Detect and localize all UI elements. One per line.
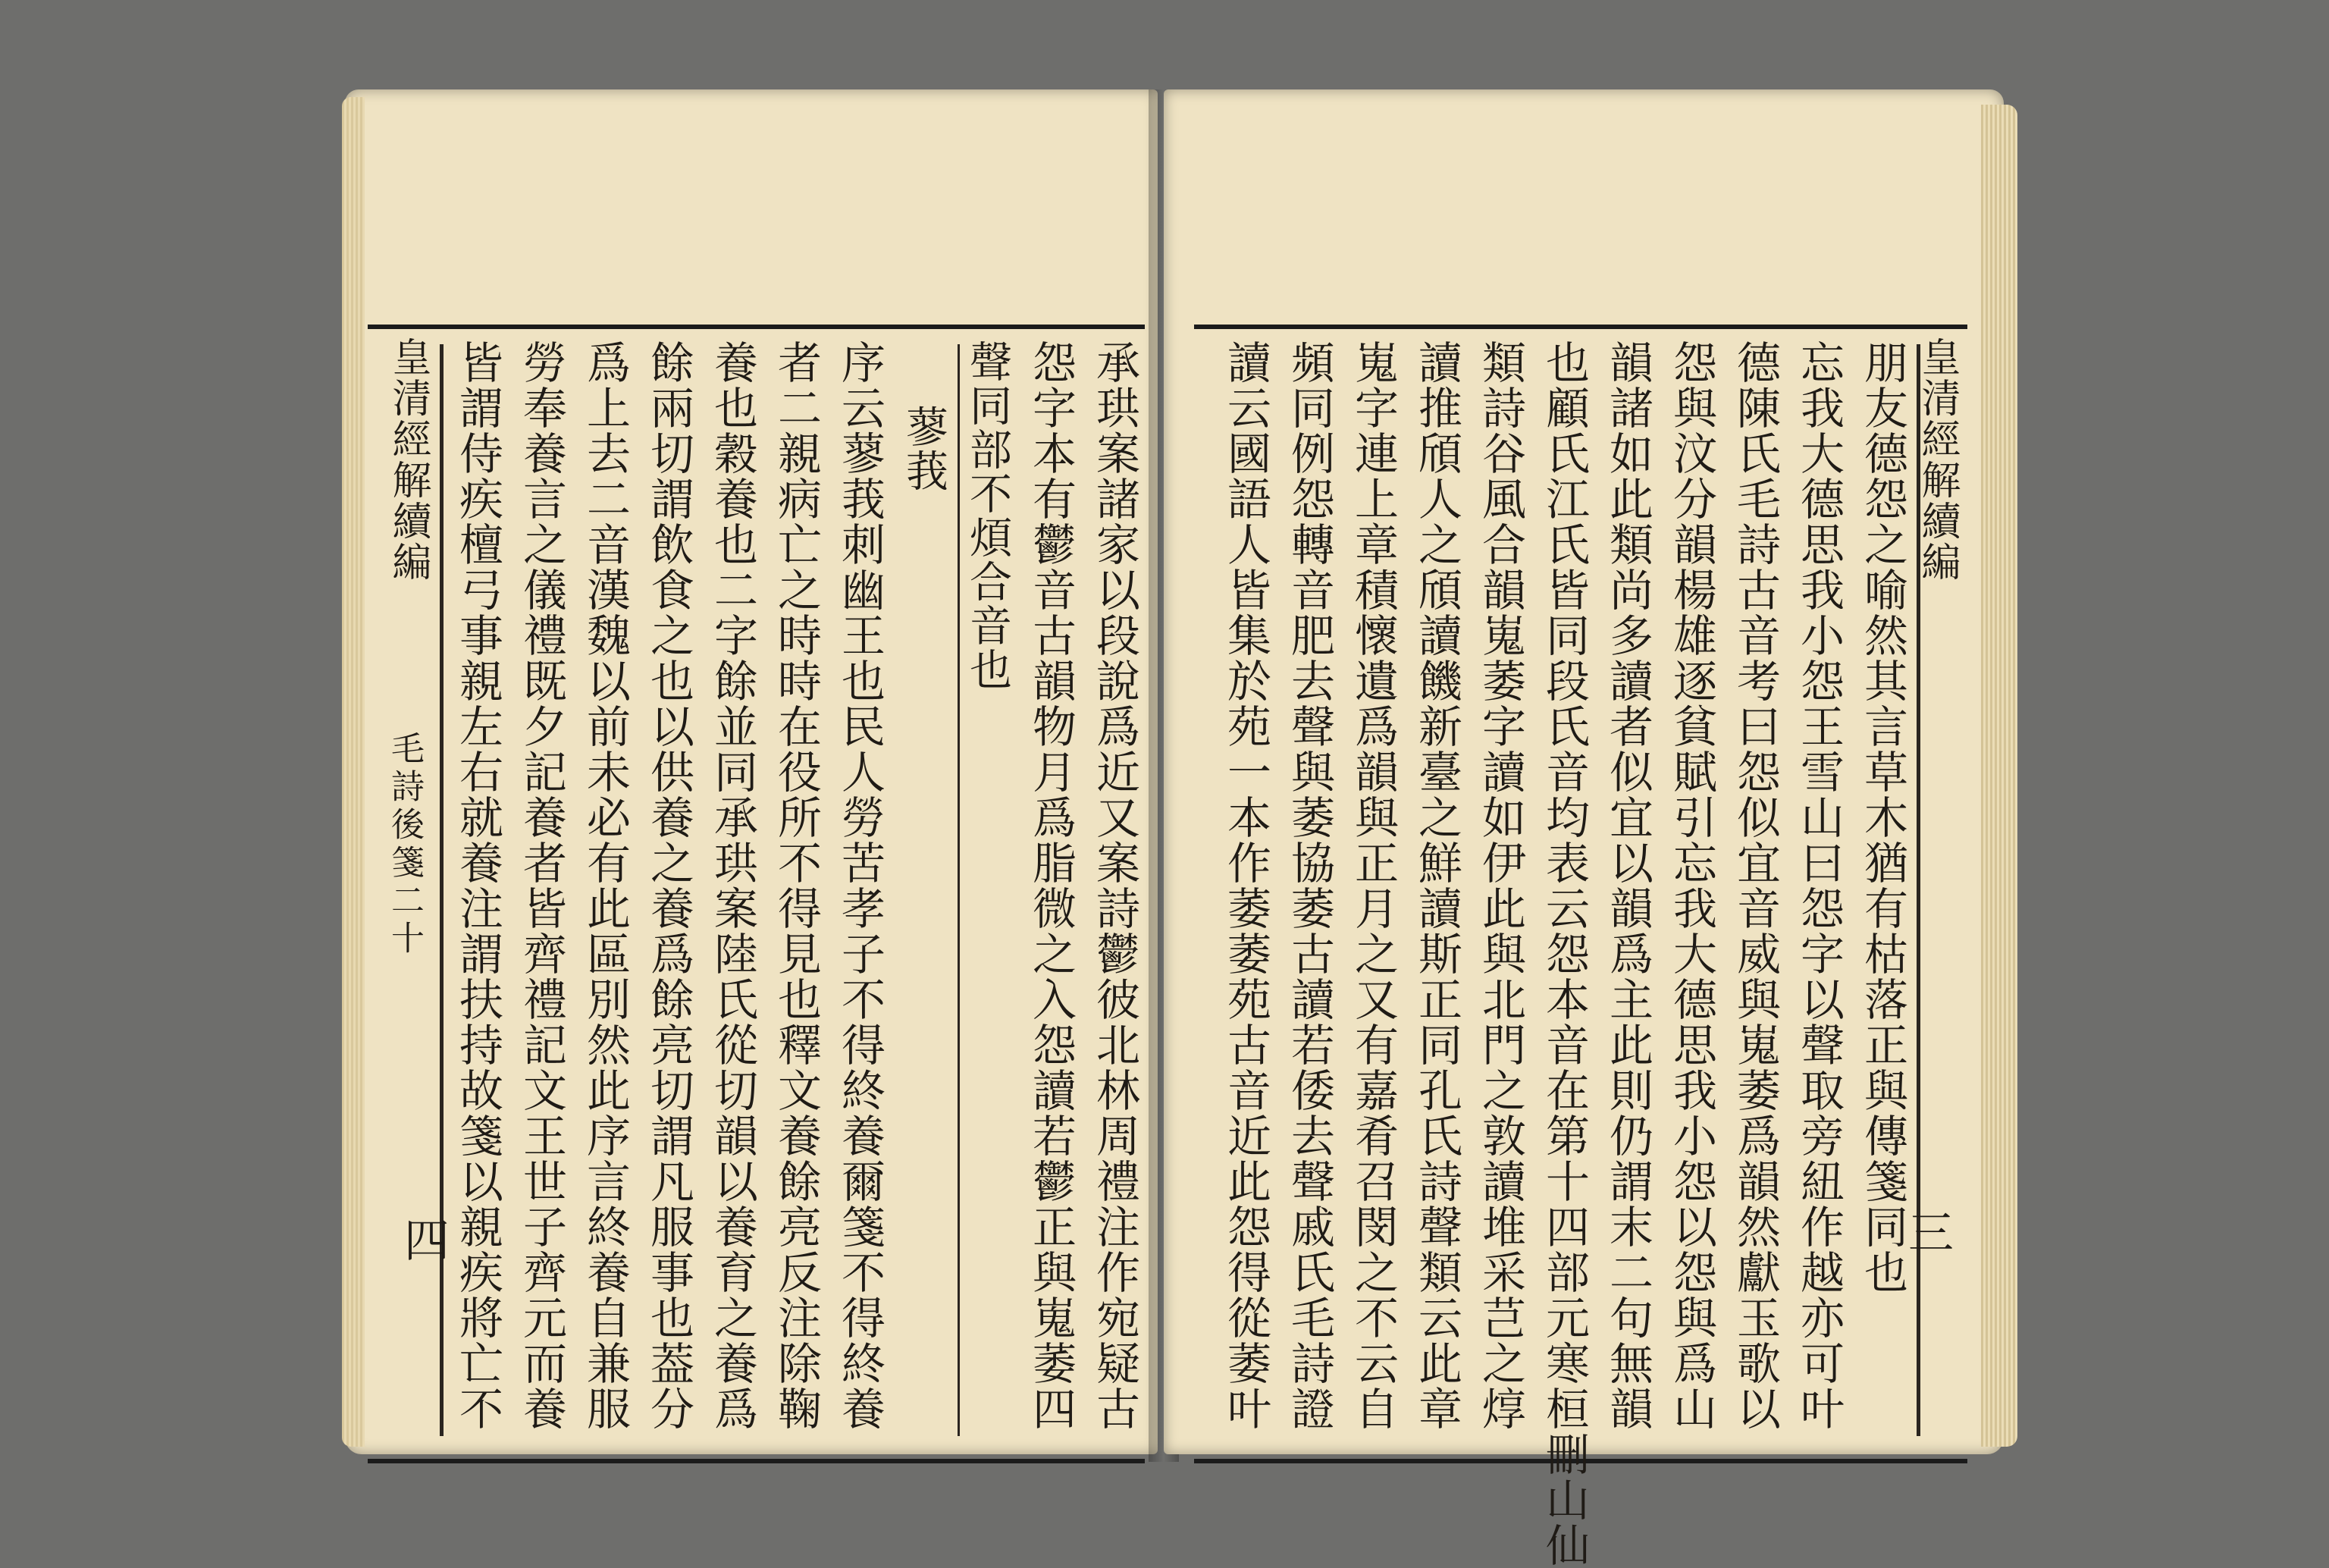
- text-column: 承珙案諸家以段說爲近又案詩鬱彼北林周禮注作宛疑古: [1089, 340, 1140, 1432]
- text-column: 讀推頎人之頎讀饑新臺之鮮讀斯正同孔氏詩聲類云此章: [1411, 340, 1462, 1432]
- section-heading: 蓼莪: [899, 405, 948, 493]
- right-page-edges: [1981, 105, 2017, 1447]
- text-column: 怨字本有鬱音古韻物月爲脂微之入怨讀若鬱正與嵬萎四: [1025, 340, 1077, 1432]
- text-column: 韻諸如此類尚多讀者似宜以韻爲主此則仍謂末二句無韻: [1602, 340, 1653, 1432]
- text-column: 序云蓼莪刺幽王也民人勞苦孝子不得終養爾箋不得終養: [834, 340, 886, 1432]
- text-column: 也顧氏江氏皆同段氏音均表云怨本音在第十四部元寒桓刪山仙: [1538, 340, 1590, 1568]
- right-page: [1164, 89, 2004, 1568]
- column-rule: [958, 344, 960, 1436]
- text-column: 餘兩切謂飲食之也以供養之養爲餘亮切謂凡服事也葢分: [643, 340, 694, 1432]
- folio-number: 四: [397, 1216, 450, 1262]
- left-text-frame: [368, 325, 1145, 1463]
- text-column: 者二親病亡之時時在役所不得見也釋文養餘亮反注除鞠: [770, 340, 822, 1432]
- text-column: 頻同例怨轉音肥去聲與萎協萎古讀若倭去聲戚氏毛詩證: [1284, 340, 1335, 1432]
- open-book: [345, 89, 2004, 1568]
- text-column: 類詩谷風合韻嵬萎字讀如伊此與北門之敦讀堆采芑之焞: [1475, 340, 1526, 1432]
- text-column: 讀云國語人皆集於苑一本作萎萎苑古音近此怨得從萎叶: [1220, 340, 1271, 1432]
- text-column: 爲上去二音漢魏以前未必有此區別然此序言終養自兼服: [579, 340, 631, 1432]
- folio-title: 皇清經解續編: [1914, 337, 1960, 582]
- folio-number: 三: [1901, 1209, 1954, 1254]
- text-column: 聲同部不煩合音也: [963, 340, 1012, 691]
- text-column: 忘我大德思我小怨王雪山曰怨字以聲取旁紐作越亦可叶: [1793, 340, 1845, 1432]
- margin-rule: [440, 344, 444, 1436]
- folio-title: 皇清經解續編: [385, 337, 431, 582]
- text-column: 朋友德怨之喻然其言草木猶有枯落正與傳箋同也: [1857, 340, 1908, 1295]
- folio-subtitle: 毛詩後箋二十: [385, 731, 424, 958]
- text-column: 怨與汶分韻楊雄逐貧賦引忘我大德思我小怨以怨與爲山: [1666, 340, 1717, 1432]
- right-text-frame: [1194, 325, 1967, 1568]
- text-column: 養也穀養也二字餘並同承珙案陸氏從切韻以養育之養爲: [707, 340, 758, 1432]
- left-page: [345, 89, 1158, 1454]
- left-page-edges: [342, 97, 365, 1447]
- text-column: 德陳氏毛詩古音考曰怨似宜音威與嵬萎爲韻然獻玉歌以: [1729, 340, 1781, 1432]
- text-column: 嵬字連上章積懷遺爲韻與正月之又有嘉肴召閔之不云自: [1347, 340, 1399, 1432]
- text-column: 皆謂侍疾檀弓事親左右就養注謂扶持故箋以親疾將亡不: [452, 340, 503, 1432]
- text-column: 勞奉養言之儀禮既夕記養者皆齊禮記文王世子齊元而養: [516, 340, 567, 1432]
